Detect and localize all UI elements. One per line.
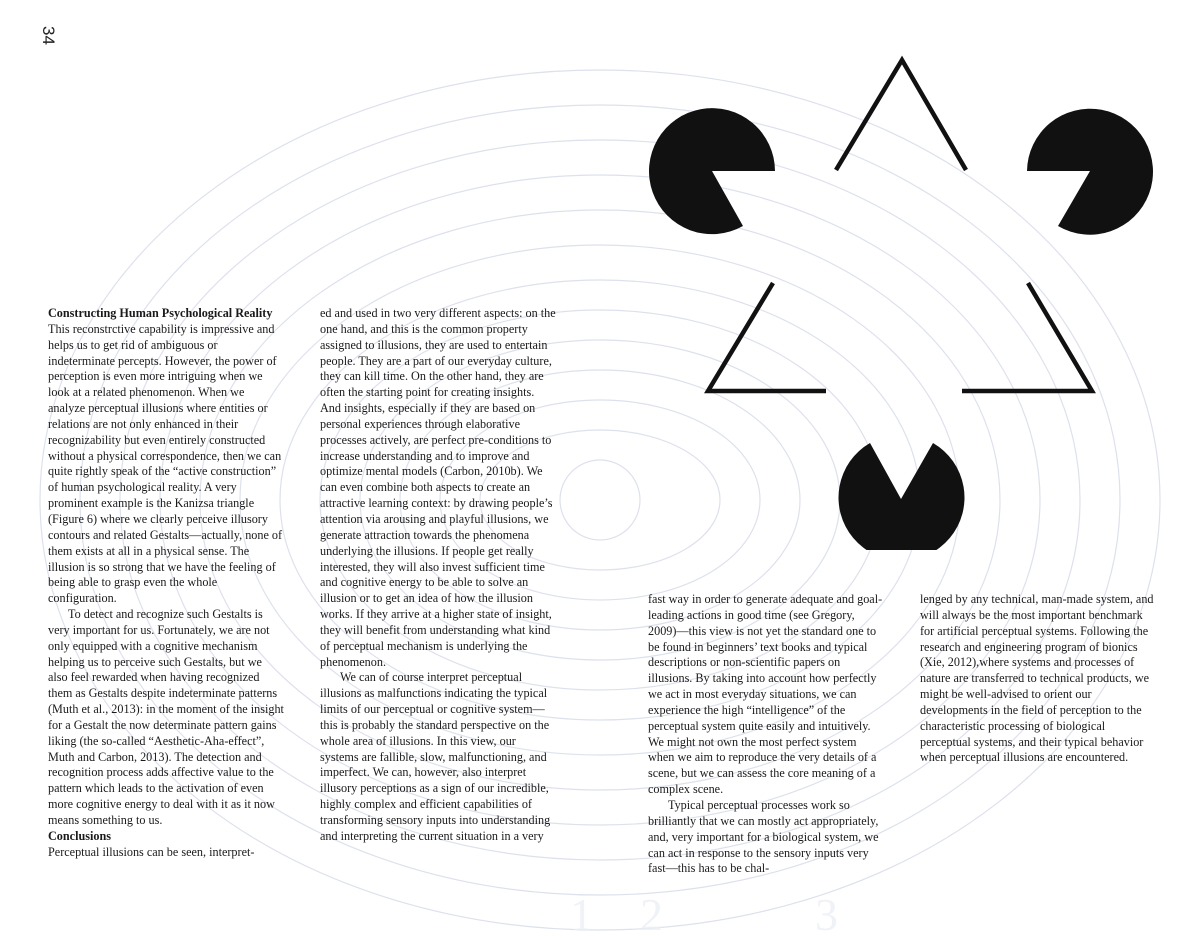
- section-heading: Conclusions: [48, 828, 111, 843]
- paragraph: fast way in order to generate adequate and goal-leading actions in good time (see Gregory, 2009)—this view is not yet the standard one to be found in beginners’ text books and typical descriptions or non-scientific papers on illusions. By taking into account how perfectly we act in most everyday situations, we can experience the high “intelligence” of the perceptual system quite easily and intuitively. We might not own the most perfect system when we aim to reproduce the very details of a scene, but we can assess the core meaning of a complex scene.: [648, 592, 883, 797]
- paragraph: lenged by any technical, man-made system, and will always be the most important benchmark for artificial perceptual systems. Following the research and engineering program of bionics (Xie, 2012),where systems and processes of nature are transferred to technical products, we might be well-advised to orient our developments in the field of perception to the characteristic processing of biological perceptual systems, and their typical behavior when perceptual illusions are encountered.: [920, 592, 1154, 765]
- text-column-1: [48, 306, 284, 861]
- paragraph: Typical perceptual processes work so brilliantly that we can mostly act appropriately, and, very important for a biological system, we can act in response to the sensory inputs very fast—this has to be chal-: [648, 797, 879, 876]
- kanizsa-triangle-figure: [640, 50, 1160, 550]
- pacman-top-left: [649, 108, 775, 234]
- outline-triangle-left: [708, 283, 826, 391]
- page-number: 34: [39, 26, 58, 45]
- paragraph: To detect and recognize such Gestalts is very important for us. Fortunately, we are not only equipped with a cognitive mechanism helping us to perceive such Gestalts, but we also feel rewarded when having recognized them as Gestalts despite indeterminate patterns (Muth et al., 2013): in the moment of the insight for a Gestalt the now determinate pattern gains liking (the so-called “Aesthetic-Aha-effect”, Muth and Carbon, 2013). The detection and recognition process adds affective value to the pattern which leads to the activation of even more cognitive energy to deal with it as it now means something to us.: [48, 607, 284, 827]
- text-column-2: [320, 306, 556, 845]
- paragraph: ed and used in two very different aspects: on the one hand, and this is the common property assigned to illusions, they are used to entertain people. They are a part of our everyday culture, they can kill time. On the other hand, they are often the starting point for creating insights. And insights, especially if they are based on personal experiences through elaborative processes actively, are perfect pre-conditions to increase understanding and to improve and optimize mental models (Carbon, 2010b). We can even combine both aspects to create an attractive learning context: by drawing people’s attention via arousing and playful illusions, we generate attraction towards the phenomena underlying the illusions. If people get really interested, they will also invest sufficient time and cognitive energy to be able to solve an illusion or to get an idea of how the illusion works. If they arrive at a higher state of insight, they will benefit from understanding what kind of perceptual mechanism is underlying the phenomenon.: [320, 306, 556, 669]
- paragraph: Perceptual illusions can be seen, interpret-: [48, 844, 255, 859]
- paragraph: This reconstrctive capability is impressive and helps us to get rid of ambiguous or indeterminate percepts. However, the power of perception is even more intriguing when we look at a related phenomenon. When we analyze perceptual illusions where entities or relations are not only enhanced in their recognizability but even entirely constructed without a physical correspondence, then we can quite rightly speak of the “active construction” of human psychological reality. A very prominent example is the Kanizsa triangle (Figure 6) where we clearly perceive illusory contours and related Gestalts—actually, none of them exists at all in a physical sense. The illusion is so strong that we have the feeling of being able to grasp even the whole configuration.: [48, 321, 283, 606]
- pacman-bottom: [839, 443, 965, 550]
- svg-text:1: 1: [570, 889, 593, 938]
- outline-triangle-right: [962, 283, 1092, 391]
- text-column-4: [920, 592, 1156, 766]
- svg-text:2: 2: [640, 889, 663, 938]
- outline-triangle-top: [836, 60, 966, 170]
- text-column-3: [648, 592, 884, 877]
- pacman-top-right: [1027, 109, 1153, 235]
- section-heading: Constructing Human Psychological Reality: [48, 306, 273, 320]
- svg-text:3: 3: [815, 889, 838, 938]
- paragraph: We can of course interpret perceptual illusions as malfunctions indicating the typical limits of our perceptual or cognitive system—this is probably the standard perspective on the whole area of illusions. In this view, our systems are fallible, slow, malfunctioning, and imperfect. We can, however, also interpret illusory perceptions as a sign of our incredible, highly complex and efficient capabilities of transforming sensory inputs into understanding and interpreting the current situation in a very: [320, 670, 551, 843]
